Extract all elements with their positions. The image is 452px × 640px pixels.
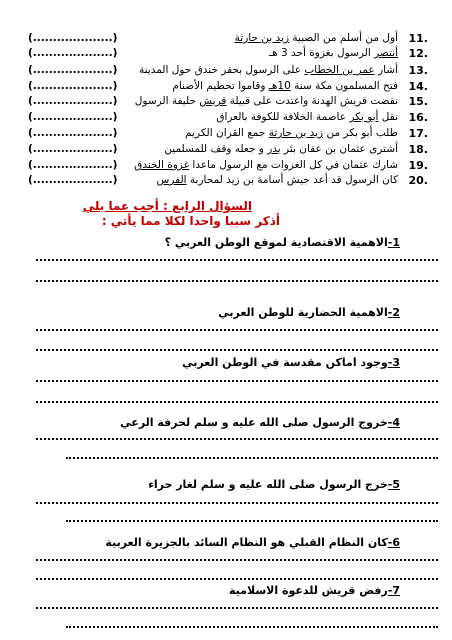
question-number: 5-: [387, 478, 400, 491]
statement-segment: نقضت قريش الهدنة واعتدت على قبيلة: [226, 95, 398, 107]
statement-segment: أول من أسلم من الصبية: [289, 32, 398, 44]
question-3: [182, 356, 400, 369]
statement-text: [235, 32, 398, 44]
question-number: 1-: [387, 236, 400, 249]
answer-line[interactable]: [36, 500, 438, 504]
answer-line[interactable]: [36, 347, 438, 351]
statement-row: [28, 143, 428, 159]
answer-blank[interactable]: (....................): [28, 127, 118, 139]
statement-segment: كان الرسول قد أعد جيش أسامة بن زيد لمحاربة: [186, 174, 398, 186]
question-text: خروج الرسول صلى الله عليه و سلم لحرفة الرعي: [120, 416, 388, 429]
statement-row: [28, 32, 428, 48]
answer-blank[interactable]: (....................): [28, 80, 118, 92]
answer-blank[interactable]: (....................): [28, 95, 118, 107]
statement-segment: أشترى عثمان بن عفان بئر: [280, 143, 398, 155]
answer-blank[interactable]: (....................): [28, 143, 118, 155]
question-four-heading: السؤال الرابع : أجب عما يلي: [82, 199, 252, 213]
answer-line[interactable]: [36, 257, 438, 261]
question-1: [165, 236, 400, 249]
answer-line[interactable]: [66, 518, 438, 522]
statement-number: 16.: [408, 111, 428, 124]
statement-segment: حليفة الرسول: [134, 95, 200, 107]
statement-number: 13.: [408, 64, 428, 77]
statement-row: [28, 47, 428, 63]
underlined-term: أنتصر: [374, 47, 398, 59]
answer-line[interactable]: [66, 624, 438, 628]
question-text: الاهمية الاقتصادية لموقع الوطن العربي ؟: [164, 236, 388, 249]
statement-row: [28, 174, 428, 190]
statement-segment: أشار: [374, 64, 398, 76]
statement-text: [139, 64, 398, 76]
statement-number: 11.: [408, 32, 428, 45]
statement-text: [164, 143, 398, 155]
underlined-term: قريش: [199, 95, 227, 107]
underlined-term: أبو بكر: [349, 111, 379, 123]
answer-blank[interactable]: (....................): [28, 111, 118, 123]
statement-segment: و جعله وقف للمسلمين: [164, 143, 268, 155]
statement-number: 17.: [408, 127, 428, 140]
question-number: 6-: [387, 536, 400, 549]
question-text: الاهمية الحضارية للوطن العربي: [218, 306, 388, 319]
statement-number: 15.: [408, 95, 428, 108]
question-number: 7-: [387, 584, 400, 597]
statement-text: [157, 174, 398, 186]
statement-row: [28, 95, 428, 111]
answer-blank[interactable]: (....................): [28, 64, 118, 76]
answer-line[interactable]: [36, 399, 438, 403]
answer-line[interactable]: [36, 278, 438, 282]
question-number: 2-: [387, 306, 400, 319]
question-number: 3-: [387, 356, 400, 369]
statement-row: [28, 159, 428, 175]
underlined-term: زيد بن حارثة: [268, 127, 324, 139]
answer-line[interactable]: [36, 436, 438, 440]
statement-number: 19.: [408, 159, 428, 172]
question-7: [229, 584, 400, 597]
underlined-term: 10هـ: [268, 80, 291, 92]
answer-line[interactable]: [36, 378, 438, 382]
statement-segment: نقل: [378, 111, 398, 123]
question-5: [148, 478, 400, 491]
statement-text: [172, 80, 398, 92]
answer-blank[interactable]: (....................): [28, 32, 118, 44]
statement-number: 18.: [408, 143, 428, 156]
question-text: وجود اماكن مقدسة في الوطن العربي: [182, 356, 388, 369]
question-2: [218, 306, 400, 319]
statement-segment: عاصمة الخلافة للكوفة بالعراق: [216, 111, 350, 123]
answer-line[interactable]: [36, 327, 438, 331]
statement-text: [134, 159, 398, 171]
statement-text: [269, 47, 398, 59]
underlined-term: عمر بن الخطاب: [304, 64, 375, 76]
statement-segment: على الرسول بحفر خندق حول المدينة: [138, 64, 305, 76]
answer-blank[interactable]: (....................): [28, 159, 118, 171]
answer-line[interactable]: [36, 605, 438, 609]
statement-text: [216, 111, 398, 123]
statement-segment: فتح المسلمون مكة سنة: [290, 80, 398, 92]
underlined-term: غزوة الخندق: [134, 159, 190, 171]
answer-blank[interactable]: (....................): [28, 47, 118, 59]
statement-segment: الرسول بغزوة أحد 3 هـ: [269, 47, 375, 59]
statement-segment: شارك عثمان في كل الغزوات مع الرسول ماعدا: [189, 159, 398, 171]
statement-number: 20.: [408, 174, 428, 187]
answer-line[interactable]: [36, 576, 438, 580]
statement-row: [28, 64, 428, 80]
statement-number: 12.: [408, 47, 428, 60]
statement-row: [28, 80, 428, 96]
question-number: 4-: [387, 416, 400, 429]
statement-row: [28, 127, 428, 143]
underlined-term: الفرس: [156, 174, 187, 186]
statement-segment: وقاموا تحطيم الأصنام: [172, 80, 269, 92]
question-text: خرج الرسول صلى الله عليه و سلم لغار حراء: [148, 478, 388, 491]
question-4: [120, 416, 400, 429]
underlined-term: بدر: [267, 143, 281, 155]
instruction-text: أذكر سببا واحدا لكلا مما يأتي :: [101, 214, 280, 228]
answer-line[interactable]: [66, 455, 438, 459]
question-6: [105, 536, 400, 549]
statement-segment: جمع القران الكريم: [185, 127, 269, 139]
answer-blank[interactable]: (....................): [28, 174, 118, 186]
answer-line[interactable]: [36, 557, 438, 561]
statement-number: 14.: [408, 80, 428, 93]
question-text: كان النظام القبلي هو النظام السائد بالجزيرة العربية: [105, 536, 388, 549]
statement-row: [28, 111, 428, 127]
underlined-term: زيد بن حارثة: [234, 32, 290, 44]
statement-text: [185, 127, 398, 139]
statement-text: [135, 95, 398, 107]
question-text: رفض قريش للدعوة الاسلامية: [229, 584, 388, 597]
statement-segment: طلب أبو بكر من: [323, 127, 398, 139]
